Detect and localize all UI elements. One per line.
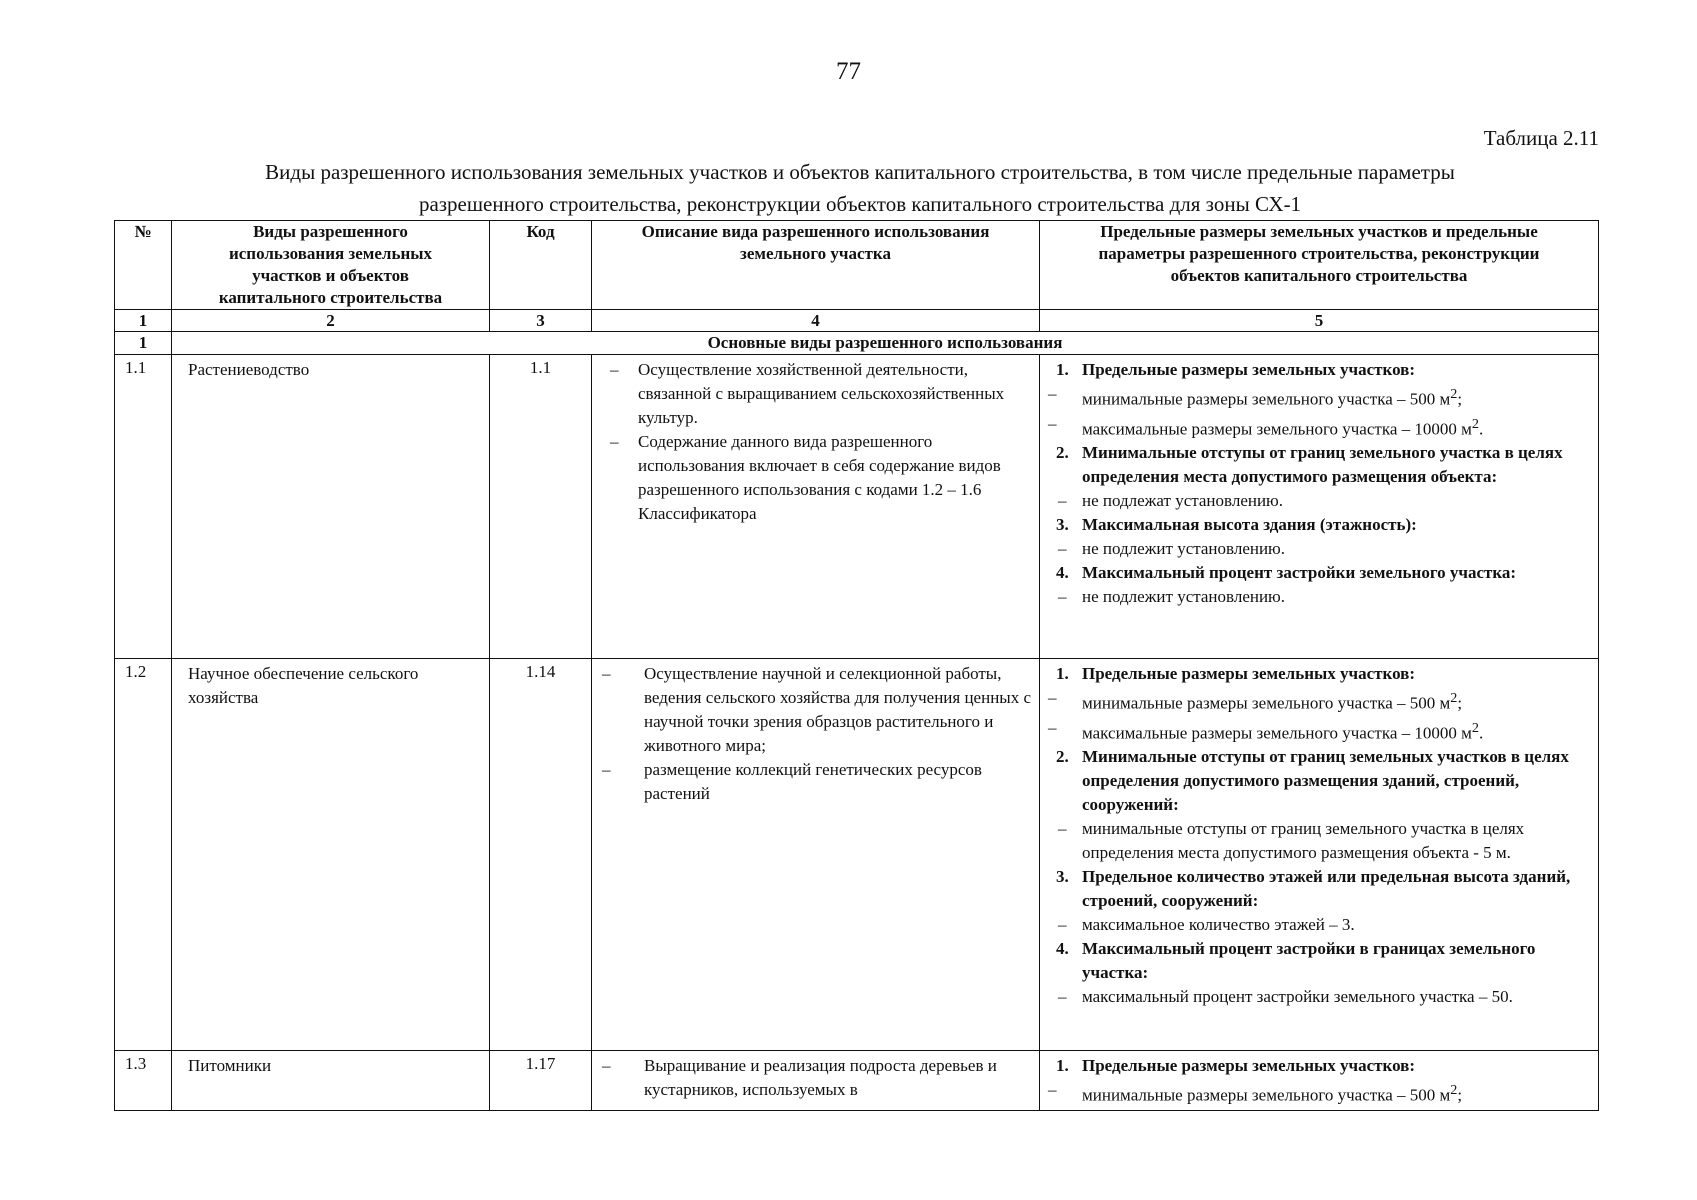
column-number: 3 [490, 310, 592, 332]
column-number: 4 [592, 310, 1040, 332]
section-title: Основные виды разрешенного использования [172, 332, 1599, 355]
superscript: 2 [1450, 1082, 1458, 1098]
param-item-text: минимальные размеры земельного участка – 500 м [1082, 693, 1451, 713]
dash-marker: – [1058, 819, 1067, 839]
param-item [1046, 716, 1592, 746]
param-number: 4. [1056, 939, 1069, 959]
param-heading-text: Предельные размеры земельных участков: [1082, 360, 1416, 379]
param-number: 2. [1056, 747, 1069, 767]
param-number: 1. [1056, 360, 1069, 379]
param-number: 4. [1056, 563, 1069, 583]
param-item-text: максимальный процент застройки земельного участка – 50. [1082, 987, 1513, 1007]
param-item-text: максимальные размеры земельного участка – 10000 м [1082, 723, 1472, 743]
table-label: Таблица 2.11 [1483, 126, 1599, 150]
dash-marker: – [1058, 987, 1067, 1007]
row-number: 1.1 [115, 355, 172, 659]
use-code: 1.1 [490, 355, 592, 659]
dash-marker: – [1058, 491, 1067, 511]
use-parameters [1040, 355, 1599, 659]
header-parameters [1040, 221, 1599, 310]
list-item-text: Осуществление хозяйственной деятельности, связанной с выращиванием сельскохозяйственных культур. [638, 360, 1005, 427]
dash-marker: – [1048, 384, 1057, 403]
list-item [600, 430, 1033, 526]
list-item-text: Осуществление научной и селекционной работы, ведения сельского хозяйства для получения ценных с научной точки зрения образцов растительного и животного мира; [644, 664, 1032, 755]
table-row [115, 355, 1599, 659]
param-item [1046, 686, 1592, 716]
param-heading-text: Предельное количество этажей или предельная высота зданий, строений, сооружений: [1082, 867, 1571, 911]
table-row [115, 659, 1599, 1051]
use-type-name: Растениеводство [172, 355, 490, 659]
header-parameters-line: объектов капитального строительства [1170, 266, 1468, 285]
use-description [592, 1051, 1040, 1111]
parameters-block [1040, 1051, 1598, 1108]
table-row [115, 1051, 1599, 1111]
parameters-block [1040, 355, 1598, 609]
dash-marker: – [1058, 587, 1067, 607]
param-item-text: не подлежит установлению. [1082, 539, 1286, 559]
use-code: 1.17 [490, 1051, 592, 1111]
param-item [1046, 913, 1592, 937]
superscript: 2 [1471, 415, 1479, 432]
header-description-line: Описание вида разрешенного использования [641, 222, 990, 241]
list-item [600, 358, 1033, 430]
param-item-text: минимальные размеры земельного участка – 500 м [1082, 1085, 1451, 1105]
dash-marker: – [610, 432, 619, 451]
row-number: 1.2 [115, 659, 172, 1051]
section-number: 1 [115, 332, 172, 355]
param-heading-text: Минимальные отступы от границ земельных участков в целях определения допустимого размещения зданий, строений, сооружений: [1082, 747, 1569, 815]
param-item-end: . [1478, 419, 1484, 439]
param-number: 1. [1056, 664, 1069, 683]
list-item-text: Содержание данного вида разрешенного использования включает в себя содержание видов разрешенного использования с кодами 1.2 – 1.6 Классификатора [638, 432, 1001, 523]
param-heading [1046, 358, 1592, 382]
header-use-type-line: использования земельных [228, 244, 433, 263]
dash-marker: – [1048, 717, 1057, 737]
param-number: 3. [1056, 515, 1069, 535]
dash-marker: – [1058, 915, 1067, 935]
param-item-end: . [1478, 723, 1484, 743]
description-list [592, 1051, 1039, 1102]
param-heading [1046, 865, 1592, 913]
dash-marker: – [1048, 688, 1057, 707]
list-item-text: Выращивание и реализация подроста деревьев и кустарников, используемых в [644, 1056, 997, 1099]
param-heading [1046, 561, 1592, 585]
superscript: 2 [1450, 690, 1458, 706]
header-no: № [115, 221, 172, 310]
param-heading-text: Предельные размеры земельных участков: [1082, 664, 1416, 683]
use-code: 1.14 [490, 659, 592, 1051]
dash-marker: – [610, 360, 619, 379]
use-description [592, 355, 1040, 659]
param-heading-text: Максимальный процент застройки в границах земельного участка: [1082, 939, 1536, 983]
param-heading-text: Минимальные отступы от границ земельного участка в целях определения места допустимого размещения объекта: [1082, 443, 1563, 487]
description-list [592, 659, 1039, 806]
description-list [592, 355, 1039, 526]
use-parameters [1040, 1051, 1599, 1111]
section-row [115, 332, 1599, 355]
header-use-type-line: участков и объектов [252, 266, 409, 285]
param-item [1046, 585, 1592, 609]
column-number-row [115, 310, 1599, 332]
list-item [600, 1054, 1033, 1102]
param-item-text: не подлежит установлению. [1082, 587, 1286, 607]
param-heading-text: Предельные размеры земельных участков: [1082, 1056, 1416, 1075]
header-description [592, 221, 1040, 310]
param-heading [1046, 745, 1592, 817]
param-item-end: ; [1457, 693, 1463, 713]
column-number: 5 [1040, 310, 1599, 332]
param-item-end: ; [1457, 389, 1463, 409]
dash-marker: – [1048, 413, 1057, 433]
list-item [600, 662, 1033, 758]
dash-marker: – [602, 664, 611, 683]
superscript: 2 [1471, 719, 1479, 736]
header-parameters-line: параметры разрешенного строительства, реконструкции [1098, 244, 1540, 263]
column-number: 1 [115, 310, 172, 332]
use-type-name: Научное обеспечение сельского хозяйства [172, 659, 490, 1051]
header-parameters-line: Предельные размеры земельных участков и предельные [1100, 222, 1538, 241]
use-parameters [1040, 659, 1599, 1051]
land-use-table [114, 220, 1599, 1111]
param-heading [1046, 441, 1592, 489]
param-item-text: минимальные отступы от границ земельного участка в целях определения места допустимого размещения объекта - 5 м. [1082, 819, 1525, 863]
param-item-text: максимальное количество этажей – 3. [1082, 915, 1355, 935]
header-use-type-line: капитального строительства [218, 288, 443, 307]
param-heading-text: Максимальный процент застройки земельного участка: [1082, 563, 1517, 583]
header-use-type-line: Виды разрешенного [253, 222, 408, 241]
param-item [1046, 412, 1592, 442]
param-item [1046, 489, 1592, 513]
superscript: 2 [1450, 386, 1458, 402]
param-heading [1046, 937, 1592, 985]
caption-line-1: Виды разрешенного использования земельных участков и объектов капитального строительства, в том числе предельные параметры [265, 160, 1455, 184]
dash-marker: – [1058, 539, 1067, 559]
dash-marker: – [602, 1056, 611, 1075]
param-item [1046, 817, 1592, 865]
column-number: 2 [172, 310, 490, 332]
dash-marker: – [602, 760, 611, 779]
use-type-name: Питомники [172, 1051, 490, 1111]
header-use-type [172, 221, 490, 310]
param-number: 2. [1056, 443, 1069, 463]
param-item-end: ; [1457, 1085, 1463, 1105]
list-item [600, 758, 1033, 806]
dash-marker: – [1048, 1080, 1057, 1099]
header-description-line: земельного участка [740, 244, 891, 263]
table-header-row [115, 221, 1599, 310]
caption-line-2: разрешенного строительства, реконструкции объектов капитального строительства для зоны СХ-1 [418, 192, 1302, 216]
param-heading [1046, 662, 1592, 686]
param-heading [1046, 1054, 1592, 1078]
use-description [592, 659, 1040, 1051]
row-number: 1.3 [115, 1051, 172, 1111]
parameters-block [1040, 659, 1598, 1009]
param-number: 3. [1056, 867, 1069, 887]
header-code: Код [490, 221, 592, 310]
param-item-text: минимальные размеры земельного участка – 500 м [1082, 389, 1451, 409]
list-item-text: размещение коллекций генетических ресурсов растений [644, 760, 982, 803]
table-caption [140, 156, 1580, 220]
page-number: 77 [836, 58, 861, 85]
param-item-text: не подлежат установлению. [1082, 491, 1284, 511]
param-heading [1046, 513, 1592, 537]
param-number: 1. [1056, 1056, 1069, 1075]
param-item-text: максимальные размеры земельного участка – 10000 м [1082, 419, 1472, 439]
param-item [1046, 382, 1592, 412]
param-item [1046, 1078, 1592, 1108]
param-heading-text: Максимальная высота здания (этажность): [1082, 515, 1417, 535]
param-item [1046, 985, 1592, 1009]
param-item [1046, 537, 1592, 561]
